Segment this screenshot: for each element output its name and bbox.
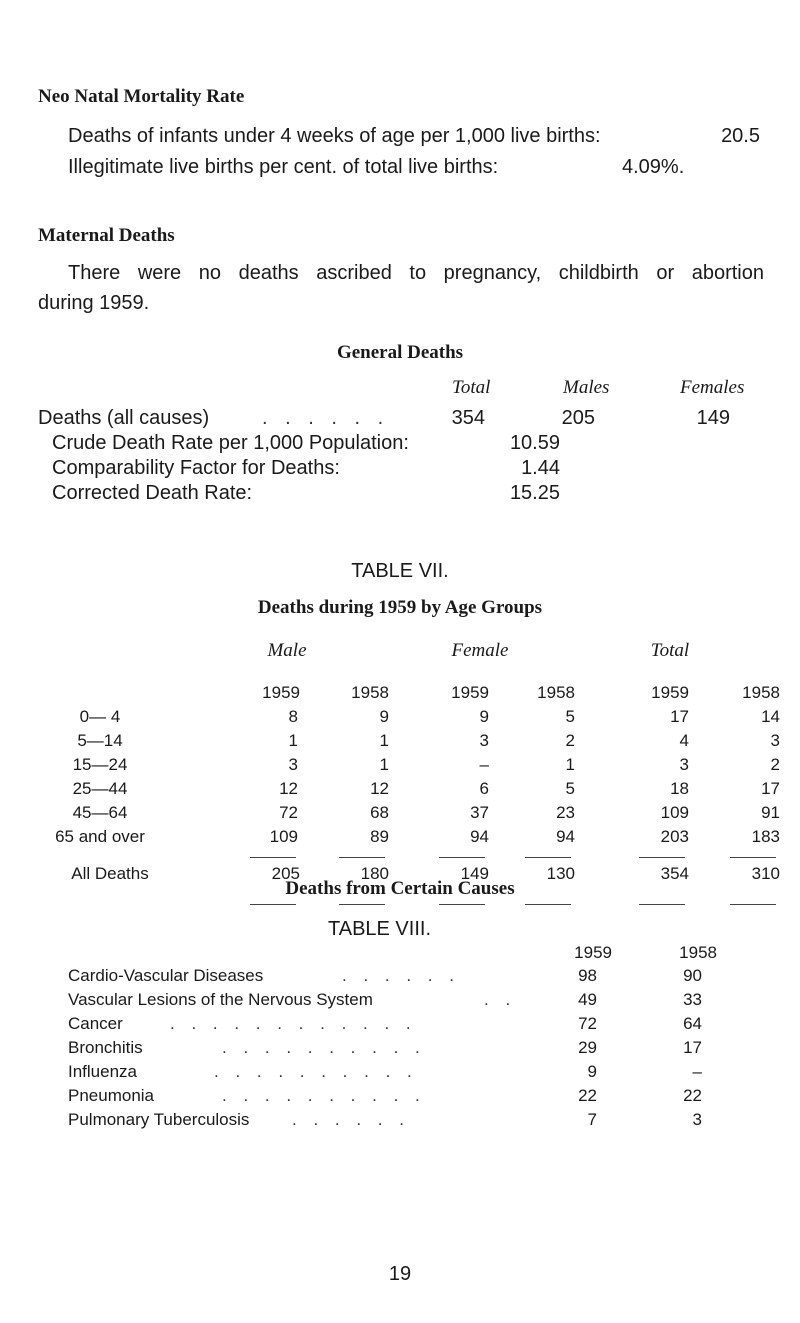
general-col-females: Females <box>680 377 745 398</box>
table7-cell: 94 <box>470 827 489 846</box>
table8-cell-1958: 17 <box>683 1038 702 1057</box>
neonatal-line2-value: 4.09%. <box>622 156 685 178</box>
table7-sum-rule-bottom <box>250 904 296 905</box>
table7-sum-rule-top <box>339 857 385 858</box>
general-row2-value: 10.59 <box>509 432 560 454</box>
table7-total-cell: 205 <box>271 864 300 883</box>
table7-cell: 68 <box>370 803 389 822</box>
table7-total-cell: 180 <box>360 864 389 883</box>
table7-cell: 1 <box>288 731 298 750</box>
table7-cell: 9 <box>379 707 389 726</box>
table7-sum-rule-top <box>730 857 776 858</box>
table7-cell: 3 <box>679 755 689 774</box>
table7-year-4: 1959 <box>651 683 689 702</box>
table8-cell-1959: 7 <box>587 1110 597 1129</box>
table8-cell-1959: 22 <box>578 1086 597 1105</box>
table7-group-female: Female <box>451 640 509 661</box>
table8-row-dots: . . . . . . <box>342 966 460 985</box>
table7-row-label: 25—44 <box>72 779 128 798</box>
table7-cell: 1 <box>379 731 389 750</box>
table7-sum-rule-bottom <box>339 904 385 905</box>
table7-cell: 17 <box>761 779 780 798</box>
table7-sum-rule-bottom <box>439 904 485 905</box>
neonatal-line1-label: Deaths of infants under 4 weeks of age per 1,000 live births: <box>68 125 601 147</box>
table7-cell: 17 <box>670 707 689 726</box>
table7-cell: 2 <box>770 755 780 774</box>
table7-sum-rule-top <box>639 857 685 858</box>
table7-cell: 1 <box>379 755 389 774</box>
table7-cell: 37 <box>470 803 489 822</box>
table7-total-cell: 354 <box>660 864 689 883</box>
table7-cell: 183 <box>751 827 780 846</box>
table8-row-dots: . . . . . . . . . . <box>222 1038 426 1057</box>
general-row1-males: 205 <box>561 407 595 429</box>
table7-cell: 203 <box>660 827 689 846</box>
table7-cell: 8 <box>288 707 298 726</box>
table8-row-dots: . . . . . . . . . . <box>222 1086 426 1105</box>
table8-row-dots: . . . . . . <box>292 1110 410 1129</box>
table7-cell: 3 <box>288 755 298 774</box>
table7-group-total: Total <box>650 640 690 661</box>
table7-cell: 89 <box>370 827 389 846</box>
table7-row-label: 65 and over <box>55 827 145 846</box>
table7-subtitle: Deaths during 1959 by Age Groups <box>257 597 543 618</box>
table8-row-label: Pulmonary Tuberculosis <box>68 1110 250 1129</box>
table8-cell-1959: 9 <box>587 1062 597 1081</box>
table7-cell: 5 <box>565 779 575 798</box>
table8-row-dots: . . <box>484 990 517 1009</box>
general-row1-total: 354 <box>451 407 485 429</box>
neonatal-heading: Neo Natal Mortality Rate <box>38 86 245 107</box>
table8-cell-1958: – <box>692 1062 702 1081</box>
table7-year-0: 1959 <box>262 683 300 702</box>
table7-sum-rule-bottom <box>639 904 685 905</box>
table8-row-label: Cardio-Vascular Diseases <box>68 966 264 985</box>
table8-row-label: Influenza <box>68 1062 137 1081</box>
maternal-text-line1: There were no deaths ascribed to pregnancy, childbirth or abortion <box>68 262 764 284</box>
table8-cell-1959: 49 <box>578 990 597 1009</box>
general-row4-value: 15.25 <box>509 482 560 504</box>
table7-cell: 72 <box>279 803 298 822</box>
table7-year-5: 1958 <box>742 683 780 702</box>
table8-cell-1958: 3 <box>692 1110 702 1129</box>
table7-cell: 14 <box>761 707 780 726</box>
table8-cell-1958: 90 <box>683 966 702 985</box>
table7-title: TABLE VII. <box>351 560 449 582</box>
general-row3-label: Comparability Factor for Deaths: <box>52 457 340 479</box>
general-col-males: Males <box>563 377 610 398</box>
table7-total-cell: 149 <box>460 864 489 883</box>
table7-cell: 6 <box>479 779 489 798</box>
general-row3-value: 1.44 <box>521 457 560 479</box>
neonatal-line2-label: Illegitimate live births per cent. of total live births: <box>68 156 499 178</box>
table7-cell: 3 <box>770 731 780 750</box>
table8-cell-1959: 98 <box>578 966 597 985</box>
table7-group-male: Male <box>267 640 307 661</box>
table7-cell: – <box>479 755 489 774</box>
table7-row-label: 15—24 <box>72 755 128 774</box>
table7-year-2: 1959 <box>451 683 489 702</box>
table7-cell: 12 <box>370 779 389 798</box>
table7-cell: 109 <box>660 803 689 822</box>
table8-cell-1958: 64 <box>683 1014 702 1033</box>
table8-cell-1959: 72 <box>578 1014 597 1033</box>
table7-row-label: 0— 4 <box>79 707 121 726</box>
table8-title: TABLE VIII. <box>328 918 431 940</box>
table7-sum-rule-top <box>525 857 571 858</box>
table7-cell: 1 <box>565 755 575 774</box>
table7-year-3: 1958 <box>537 683 575 702</box>
table7-cell: 2 <box>565 731 575 750</box>
general-row2-label: Crude Death Rate per 1,000 Population: <box>52 432 409 454</box>
maternal-heading: Maternal Deaths <box>38 225 175 246</box>
page-number: 19 <box>388 1263 412 1285</box>
general-col-total: Total <box>452 377 491 398</box>
table7-cell: 5 <box>565 707 575 726</box>
table7-cell: 18 <box>670 779 689 798</box>
table7-row-label: 5—14 <box>77 731 123 750</box>
table7-cell: 12 <box>279 779 298 798</box>
table7-sum-rule-top <box>439 857 485 858</box>
table7-row-label: 45—64 <box>72 803 128 822</box>
table8-row-dots: . . . . . . . . . . . . <box>170 1014 417 1033</box>
table7-total-cell: 310 <box>751 864 780 883</box>
table8-cell-1958: 22 <box>683 1086 702 1105</box>
table7-cell: 4 <box>679 731 689 750</box>
table7-cell: 3 <box>479 731 489 750</box>
table8-cell-1958: 33 <box>683 990 702 1009</box>
table7-cell: 94 <box>556 827 575 846</box>
table7-sum-rule-top <box>250 857 296 858</box>
table8-row-label: Cancer <box>68 1014 123 1033</box>
general-row1-females: 149 <box>696 407 730 429</box>
general-row1-label: Deaths (all causes) <box>38 407 210 429</box>
table7-cell: 23 <box>556 803 575 822</box>
general-heading: General Deaths <box>336 342 464 363</box>
table8-year-a: 1959 <box>574 943 612 962</box>
table8-row-label: Vascular Lesions of the Nervous System <box>68 990 373 1009</box>
general-row1-dots: . . . . . . <box>262 407 390 429</box>
table7-sum-rule-bottom <box>730 904 776 905</box>
table7-year-1: 1958 <box>351 683 389 702</box>
table7-sum-rule-bottom <box>525 904 571 905</box>
table7-cell: 91 <box>761 803 780 822</box>
table7-total-cell: 130 <box>546 864 575 883</box>
maternal-text-line2: during 1959. <box>38 292 150 314</box>
table8-row-label: Pneumonia <box>68 1086 155 1105</box>
table8-row-dots: . . . . . . . . . . <box>214 1062 418 1081</box>
table7-cell: 109 <box>269 827 298 846</box>
table7-cell: 9 <box>479 707 489 726</box>
table8-row-label: Bronchitis <box>68 1038 143 1057</box>
neonatal-line1-value: 20.5 <box>721 125 760 147</box>
table8-heading: Deaths from Certain Causes <box>285 878 515 899</box>
general-row4-label: Corrected Death Rate: <box>52 482 253 504</box>
table7-total-label: All Deaths <box>71 864 149 883</box>
table8-year-b: 1958 <box>679 943 717 962</box>
table8-cell-1959: 29 <box>578 1038 597 1057</box>
